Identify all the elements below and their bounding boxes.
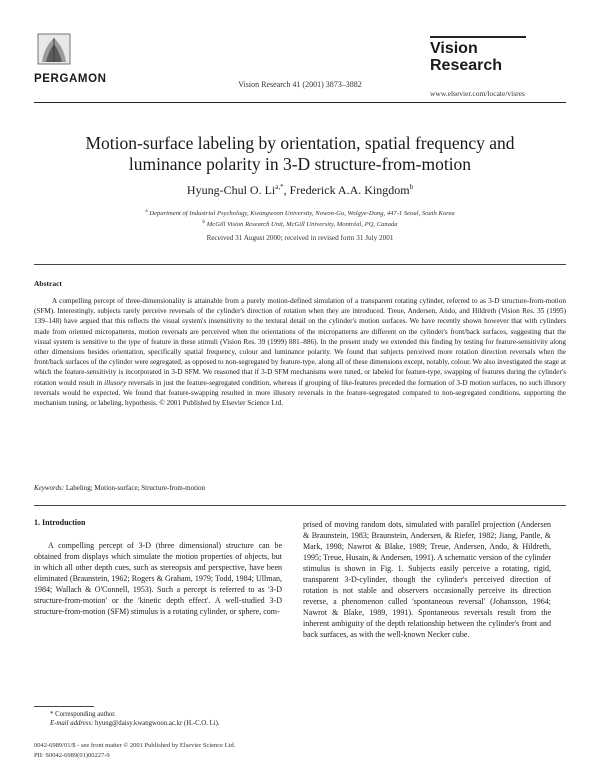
email-note: [50, 720, 220, 727]
affiliation-b: $^b$ McGill Vision Research Unit, McGill University, Montréal, PQ, Canada: [202, 219, 398, 229]
footnote-rule: [34, 706, 94, 707]
affiliation-a: $^a$ Department of Industrial Psychology, Kwangwoon University, Nowon-Gu, Wolgye-Dong, 447-1 Seoul, South Korea: [145, 208, 455, 218]
author-1-marker: a,*: [275, 183, 284, 191]
journal-title-line2: Research: [430, 57, 503, 74]
keywords-list: Labeling; Motion-surface; Structure-from-motion: [64, 484, 206, 492]
author-list: [0, 183, 600, 198]
body-left-column: A compelling percept of 3-D (three dimensional) structure can be obtained from displays which simulate the motion properties of objects, but in which all other depth cues, such as stereopsis and perspective, have been eliminated (Braunstein, 1962; Rogers & Graham, 1979; Todd, 1984; Ullman, 1984; Wallach & O'Connell, 1953). Such a percept is referred to as '3-D structure-from-motion' or the 'kinetic depth effect'. A well-studied 3-D structure-from-motion (SFM) stimulus is a rotating cylinder, or sphere, com-: [34, 541, 282, 616]
abstract-emphasis-illusory: illusory: [104, 378, 127, 387]
body-right-column: prised of moving random dots, simulated with parallel projection (Andersen & Braunstein, 1983; Braunstein, Andersen, & Riefer, 1982; Jiang, Pantle, & Mark, 1998; Nawrot & Blake, 1989; Treue, Andersen, Ando, & Hildreth, 1995; Treue, Husain, & Andersen, 1991). A schematic version of the cylinder stimulus is shown in Fig. 1. Subjects easily perceive a rotating, rigid, transparent 3-D-cylinder, though the cylinder's perceived direction of rotation is not stable and observers occasionally perceive its direction reverse, a phenomenon called 'spontaneous reversal' (Johansson, 1964; Nawrot & Blake, 1989, 1991). Spontaneous reversals result from the inherent ambiguity of the depth relationship between the cylinder's front and back surfaces, as with the well-known Necker cube.: [303, 520, 551, 639]
title-line-2: luminance polarity in 3-D structure-from-motion: [128, 154, 472, 174]
journal-title-bar: [430, 36, 526, 38]
abstract-bottom-rule: [34, 505, 566, 506]
affiliations: [0, 207, 600, 229]
pii-line: PII: S0042-6989(01)00227-9: [34, 752, 110, 759]
publisher-name: PERGAMON: [34, 73, 107, 85]
author-separator: ,: [283, 183, 290, 197]
abstract-emphasis-type: type: [128, 337, 141, 346]
copyright-line: 0042-6989/01/$ - see front matter © 2001 Published by Elsevier Science Ltd.: [34, 742, 236, 749]
email-address: hyung@daisy.kwangwoon.ac.kr (H.-C.O. Li).: [93, 720, 220, 727]
publisher-logo-icon: [36, 28, 72, 68]
affiliation-b-marker: b: [202, 219, 206, 226]
journal-title-line1: Vision: [430, 40, 478, 57]
email-label: E-mail address:: [50, 720, 94, 727]
affiliation-a-marker: a: [145, 208, 148, 214]
abstract-heading: Abstract: [34, 279, 62, 288]
author-1: Hyung-Chul O. Li: [186, 183, 276, 197]
abstract-body: A compelling percept of three-dimensionality is attainable from a purely motion-defined simulation of a transparent rotating cylinder, referred to as 3-D structure-from-motion (SFM). Interestingly, subjects rarely perceive reversals of the cylinder's direction of rotation when they are introduced. Treue, Andersen, Ando, and Hildreth (Vision Res. 35 (1995) 139–148) have argued that this reflects the visual system's insensitivity to the textural detail on the cylinder's motion surfaces. We have recently shown however that with cylinders made from oriented micropatterns, motion reversals are perceived when the orientations of the micropatterns are different on the cylinder's front/back surfaces, suggesting that the visual system is sensitive to the type of feature in these stimuli (Vision Res. 39 (1999) 881–886). In the present study we extended this finding by testing for feature-sensitivity along other dimensions besides orientation, specifically spatial frequency, colour and luminance polarity. We found that subjects perceived more rotation direction reversals when the front/back surfaces of the cylinder were segregated, as opposed to non-segregated by feature-type, along all of these dimensions except, notably, colour. We also investigated the stage at which the feature-sensitivity is incorporated in 3-D SFM. We reasoned that if 3-D SFM mechanisms were tuned, or labeled for feature-type, swapping of features during the cylinder's rotation would result in illusory reversals in just the feature-segregated condition, whereas if grouping of like-features preceded the formation of 3-D motion surfaces, no such illusory reversals would be expected. We found that feature-swapping resulted in more illusory reversals in the feature-segregated compared to non-segregated conditions, supporting the mechanism tuning, or labeling, hypothesis. © 2001 Published by Elsevier Science Ltd.: [34, 297, 566, 408]
keywords: [34, 484, 205, 492]
author-2: Frederick A.A. Kingdom: [289, 183, 410, 197]
corresponding-author-note: * Corresponding author.: [50, 711, 116, 718]
author-2-marker: b: [409, 183, 414, 191]
journal-url-link[interactable]: www.elsevier.com/locate/visres: [430, 89, 525, 98]
journal-title: [430, 40, 502, 74]
journal-citation: Vision Research 41 (2001) 3873–3882: [238, 80, 362, 89]
keywords-label: Keywords:: [34, 484, 65, 492]
article-title: [0, 133, 600, 175]
abstract-top-rule: [34, 264, 566, 265]
section-heading: 1. Introduction: [34, 518, 86, 527]
received-dates: Received 31 August 2000; received in revised form 31 July 2001: [206, 234, 394, 242]
header-divider: [34, 102, 566, 103]
title-line-1: Motion-surface labeling by orientation, spatial frequency and: [85, 133, 515, 153]
